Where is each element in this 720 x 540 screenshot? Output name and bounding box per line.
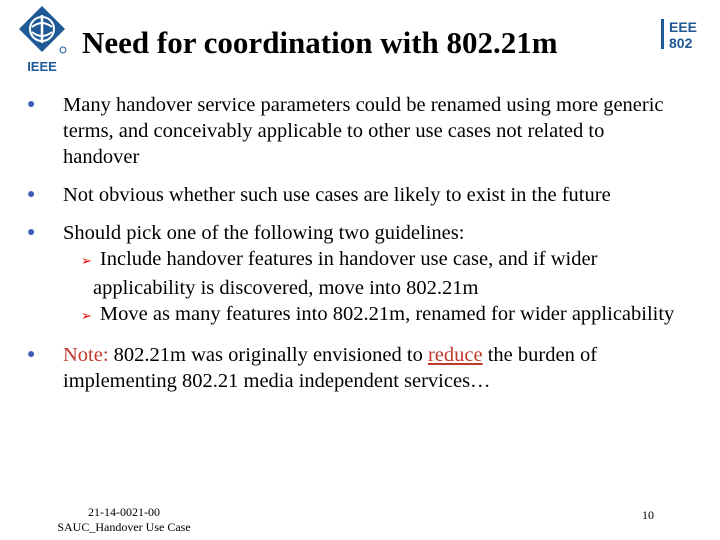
bullet-item xyxy=(27,220,677,330)
sub-bullet-item xyxy=(27,301,677,330)
sub-bullet-text: Include handover features in handover use case, and if wider applicability is discovered, move into 802.21m xyxy=(93,248,598,299)
slide-content xyxy=(27,92,677,406)
bullet-text: Not obvious whether such use cases are likely to exist in the future xyxy=(63,184,611,206)
bullet-item xyxy=(27,92,677,170)
bullet-icon: ● xyxy=(27,225,36,240)
page-number: 10 xyxy=(642,508,654,522)
note-text-part1: 802.21m was originally envisioned to xyxy=(113,344,423,366)
arrow-bullet-icon: ➢ xyxy=(81,254,92,269)
bullet-icon: ● xyxy=(27,97,36,112)
sub-bullet-item xyxy=(27,246,677,301)
ieee-802-logo xyxy=(659,17,703,51)
bullet-item xyxy=(27,182,677,208)
bullet-icon: ● xyxy=(27,347,36,362)
footer-doc-number: 21-14-0021-00 xyxy=(88,505,160,519)
bullet-text: Should pick one of the following two guidelines: xyxy=(63,222,465,244)
ieee-diamond-icon xyxy=(18,5,70,75)
ieee-logo xyxy=(18,5,70,75)
note-label: Note: xyxy=(63,344,109,366)
page-title: Need for coordination with 802.21m xyxy=(82,25,558,60)
sub-bullet-text: Move as many features into 802.21m, renamed for wider applicability xyxy=(99,303,675,325)
footer-doc-title: SAUC_Handover Use Case xyxy=(57,520,191,534)
ieee-logo-text: IEEE xyxy=(27,59,57,74)
bullet-text: Many handover service parameters could be renamed using more generic terms, and conceivably applicable to other use cases not related to handover xyxy=(63,94,664,168)
arrow-bullet-icon: ➢ xyxy=(81,309,92,324)
ieee-802-logo-line1: EEE xyxy=(669,19,698,35)
note-text-part2: the burden of implementing 802.21 media independent services… xyxy=(63,344,598,392)
ieee-802-logo-line2: 802 xyxy=(669,35,693,51)
note-bullet xyxy=(27,342,677,394)
note-highlight: reduce xyxy=(427,344,483,366)
bullet-icon: ● xyxy=(27,187,36,202)
footer-doc-info xyxy=(44,505,204,535)
